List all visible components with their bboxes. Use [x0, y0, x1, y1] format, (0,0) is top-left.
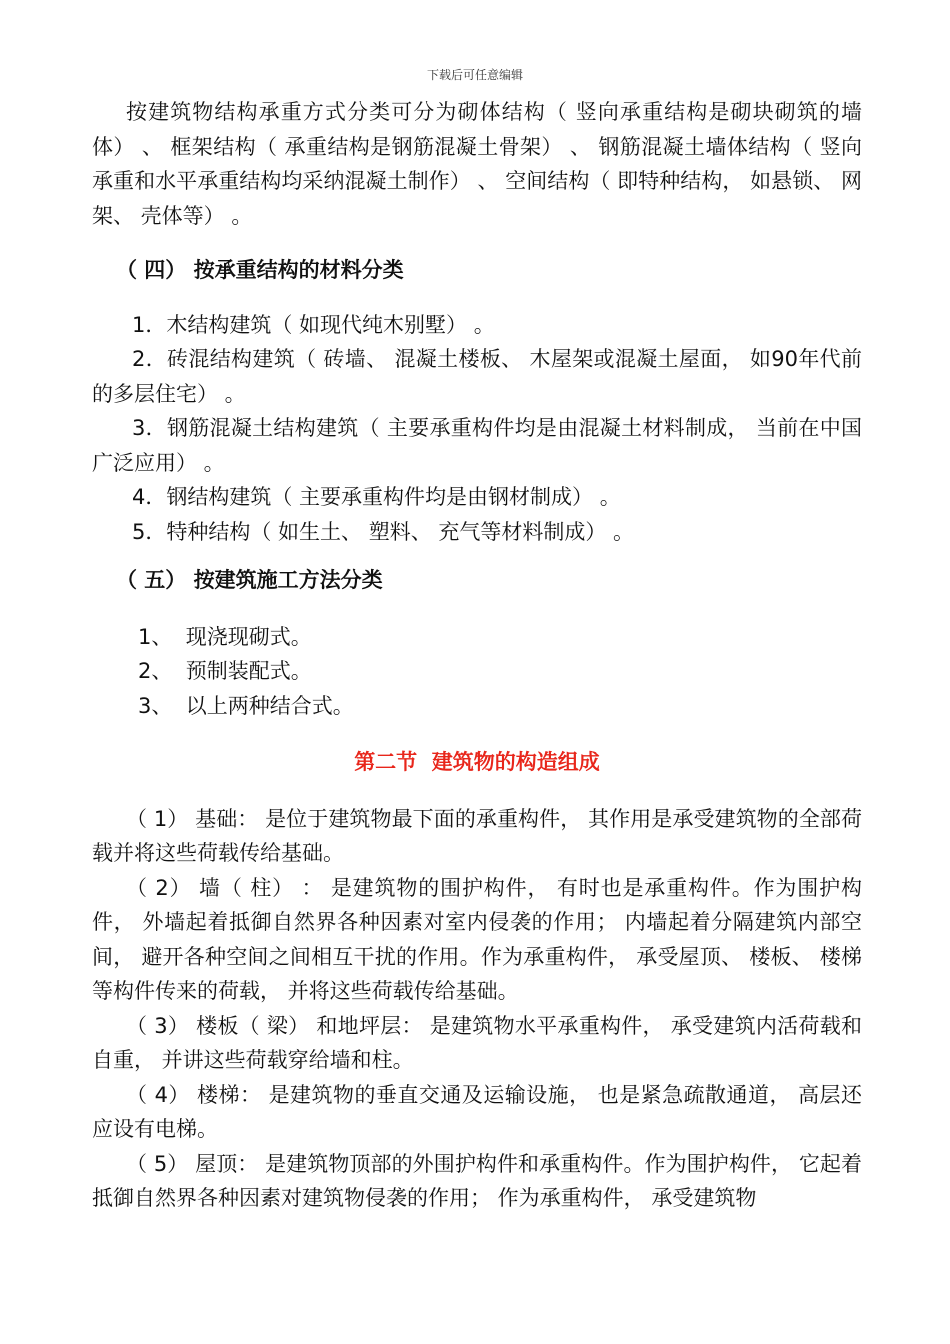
document-body [92, 95, 862, 1216]
material-item: 5．特种结构（ 如生土、 塑料、 充气等材料制成） 。 [132, 519, 635, 544]
component-paragraph: （ 4） 楼梯： 是建筑物的垂直交通及运输设施， 也是紧急疏散通道， 高层还应设有电梯。 [92, 1082, 862, 1141]
chapter-title: 第二节 建筑物的构造组成 [354, 750, 600, 774]
spacer [92, 723, 862, 745]
spacer [92, 288, 862, 308]
component-paragraph: （ 1） 基础： 是位于建筑物最下面的承重构件， 其作用是承受建筑物的全部荷载并将这些荷载传给基础。 [92, 806, 862, 865]
material-item: 3．钢筋混凝土结构建筑（ 主要承重构件均是由混凝土材料制成， 当前在中国广泛应用） 。 [92, 416, 862, 475]
spacer [92, 549, 862, 563]
section-heading-construction: （ 五） 按建筑施工方法分类 [116, 568, 383, 592]
material-item: 2．砖混结构建筑（ 砖墙、 混凝土楼板、 木屋架或混凝土屋面， 如90年代前的多层住宅） 。 [92, 347, 862, 406]
intro-paragraph: 按建筑物结构承重方式分类可分为砌体结构（ 竖向承重结构是砌块砌筑的墙体） 、 框架结构（ 承重结构是钢筋混凝土骨架） 、 钢筋混凝土墙体结构（ 竖向承重和水平承重结构均采纳混凝土制作） 、 空间结构（ 即特种结构， 如悬锁、 网架、 壳体等） 。 [92, 100, 862, 228]
construction-item: 3、 以上两种结合式。 [138, 693, 354, 718]
section-heading-material: （ 四） 按承重结构的材料分类 [116, 258, 404, 282]
construction-item: 1、 现浇现砌式。 [138, 624, 312, 649]
construction-item: 2、 预制装配式。 [138, 659, 312, 683]
material-item: 1．木结构建筑（ 如现代纯木别墅） 。 [132, 312, 495, 337]
page-header: 下载后可任意编辑 [426, 68, 523, 82]
component-paragraph: （ 2） 墙（ 柱） ： 是建筑物的围护构件， 有时也是承重构件。作为围护构件， 外墙起着抵御自然界各种因素对室内侵袭的作用； 内墙起着分隔建筑内部空间， 避开各种空间之间相互干扰的作用。作为承重构件， 承受屋顶、 楼板、 楼梯等构件传来的荷载， 并将这些荷载传给基础。 [92, 875, 862, 1003]
material-item: 4．钢结构建筑（ 主要承重构件均是由钢材制成） 。 [132, 485, 621, 509]
spacer [92, 598, 862, 620]
spacer [92, 780, 862, 802]
component-paragraph: （ 5） 屋顶： 是建筑物顶部的外围护构件和承重构件。作为围护构件， 它起着抵御自然界各种因素对建筑物侵袭的作用； 作为承重构件， 承受建筑物 [92, 1151, 862, 1210]
spacer [92, 233, 862, 253]
component-paragraph: （ 3） 楼板（ 梁） 和地坪层： 是建筑物水平承重构件， 承受建筑内活荷载和自重， 并讲这些荷载穿给墙和柱。 [92, 1013, 862, 1072]
